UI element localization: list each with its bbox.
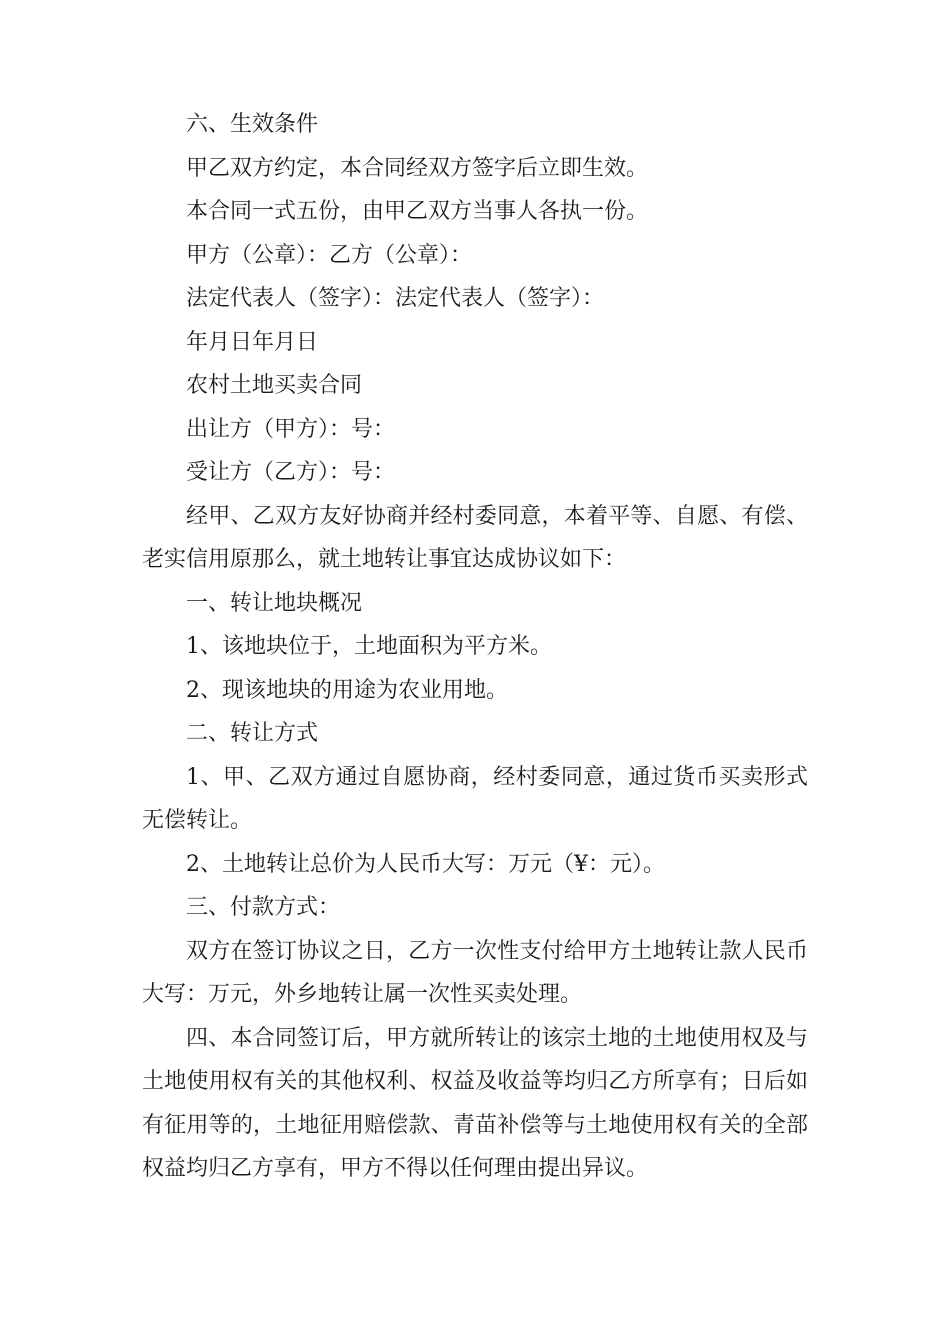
copies-clause: 本合同一式五份，由甲乙双方当事人各执一份。	[186, 199, 649, 224]
date-line: 年月日年月日	[186, 329, 319, 355]
payment-clause: 双方在签订协议之日，乙方一次性支付给甲方土地转让款人民币大写：万元，外乡地转让属一次性买卖处理。	[142, 938, 808, 1007]
effective-clause: 甲乙双方约定，本合同经双方签字后立即生效。	[186, 155, 649, 181]
section-two-heading: 二、转让方式	[186, 721, 319, 746]
document-body	[142, 103, 808, 1191]
transfer-price-clause: 2、土地转让总价为人民币大写：万元（¥：元）。	[186, 851, 665, 877]
seal-line: 甲方（公章）：乙方（公章）：	[186, 242, 473, 268]
section-six-heading: 六、生效条件	[186, 112, 319, 137]
section-three-heading: 三、付款方式：	[186, 895, 341, 920]
section-one-heading: 一、转让地块概况	[186, 590, 363, 616]
land-use-clause: 2、现该地块的用途为农业用地。	[186, 677, 508, 703]
transfer-method-clause: 1、甲、乙双方通过自愿协商，经村委同意，通过货币买卖形式无偿转让。	[142, 764, 808, 833]
transferor-line: 出让方（甲方）：号：	[186, 416, 396, 442]
representative-signature-line: 法定代表人（签字）：法定代表人（签字）：	[186, 286, 605, 311]
section-four-paragraph: 四、本合同签订后，甲方就所转让的该宗土地的土地使用权及与土地使用权有关的其他权利、权益及收益等均归乙方所享有；日后如有征用等的，土地征用赔偿款、青苗补偿等与土地使用权有关的全部权益均归乙方享有，甲方不得以任何理由提出异议。	[142, 1025, 808, 1181]
transferee-line: 受让方（乙方）：号：	[186, 460, 396, 485]
contract-title: 农村土地买卖合同	[186, 373, 363, 398]
land-location-clause: 1、该地块位于，土地面积为平方米。	[186, 634, 552, 659]
preamble-paragraph: 经甲、乙双方友好协商并经村委同意，本着平等、自愿、有偿、老实信用原那么，就土地转让事宜达成协议如下：	[142, 503, 808, 572]
